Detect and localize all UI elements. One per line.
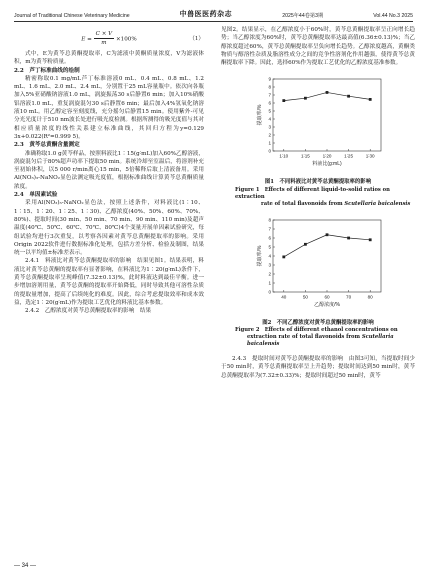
figure-2-data-point xyxy=(369,238,372,241)
paragraph-2-4: 采用Al(NO₃)₃-NaNO₂显色法，按照上述条件，对料液比(1∶10、1∶15、1∶20、1∶25、1∶30)、乙醇浓度(40%、50%、60%、70%、80%)、提取时间(30 min、50 min、70 min、90 min、110 min)及超声温度(40℃、50℃、60℃、70℃、80℃)4个变量开展单因素试验研究，每组试验均进行3次重复，以考察各因素对黄芩总黄酮提取率的影响。采用Origin 2022软件进行数据标准化处理，包括方差分析、检验及制图，结果统一以平均值±标准差表示。 xyxy=(14,200,204,257)
header-rule xyxy=(14,21,413,22)
figure-2-ytick-label: 3 xyxy=(268,262,271,268)
figure-2-yaxis-label: 提取率/% xyxy=(257,245,263,267)
figure-2-xtick-label: 80 xyxy=(367,294,373,300)
figure-1-caption-species: Scutellaria baicalensis xyxy=(344,200,411,207)
formula-rhs: ×100% xyxy=(116,36,137,43)
figure-1-chart xyxy=(221,73,415,177)
figure-2-ytick-label: 0 xyxy=(268,289,271,295)
journal-name-en: Journal of Traditional Chinese Veterinary Medicine xyxy=(14,13,130,19)
section-heading-2-2: 2.2 芦丁标准曲线的绘制 xyxy=(14,67,80,74)
figure-2-caption-en-line2 xyxy=(221,334,415,348)
figure-1-ytick-label: 6 xyxy=(268,101,271,107)
paragraph-2-2: 精密称取0.1 mg/mL芦丁标准溶液0 mL、0.4 mL、0.8 mL、1.2 mL、1.6 mL、2.0 mL、2.4 mL，分别置于25 mL容量瓶中。依次向各瓶加入5%亚硝酸钠溶液1.0 mL，涡旋振荡30 s后静置6 min；加入10%硝酸铝溶液1.0 mL，重复涡旋混匀30 s后静置6 min；最后加入4%氢氧化钠溶液10 mL。用乙醇定容至刻度线，充分摇匀后静置15 min。使用紫外-可见分光光度计于510 nm波长处进行吸光度检测。根据所测得的吸光度值与其对相应质量浓度的线性关系建立标准曲线，其回归方程为y=0.129 3x+0.022(R²=0.999 5)。 xyxy=(14,75,204,140)
figure-2-ytick-label: 6 xyxy=(268,235,271,241)
journal-name-zh: 中兽医医药杂志 xyxy=(179,11,233,18)
figure-1-caption-en-line2 xyxy=(221,201,415,208)
figure-2-series-line xyxy=(284,235,370,257)
left-column xyxy=(14,26,204,316)
figure-2-data-point xyxy=(347,236,350,239)
figure-2-caption-en-text: extraction rate of total flavonoids from xyxy=(247,334,361,341)
figure-1-ytick-label: 8 xyxy=(268,85,271,91)
section-heading-2-4: 2.4 单因素试验 xyxy=(14,192,58,199)
figure-2-xaxis-label: 乙醇浓度/% xyxy=(314,301,340,308)
formula-numerator: C × V xyxy=(94,30,115,39)
figure-1-caption-en-text: rate of total flavonoids from xyxy=(261,200,343,207)
figure-2-data-point xyxy=(282,255,285,258)
figure-1-caption-zh: 图1 不同料液比对黄芩总黄酮提取率的影响 xyxy=(264,179,372,186)
formula-description: 式中，E为黄芩总黄酮提取率，C为滤液中黄酮质量浓度，V为滤液体积，m为黄芩粉质量。 xyxy=(14,51,204,66)
figure-2-xtick-label: 40 xyxy=(281,294,287,300)
formula-fraction xyxy=(94,30,115,48)
figure-1-xtick-label: 1∶30 xyxy=(365,153,375,159)
figure-1-ytick-label: 5 xyxy=(268,109,271,115)
figure-1-xaxis-label: 料液比(g∶mL) xyxy=(312,161,342,168)
paragraph-2-3: 准确称取1.0 g黄芩样品，按照料液比1∶15(g∶mL)加入60%乙醇溶液，涡旋混匀后于80%超声功率下提取50 min。系统冷却至室温后，将溶剂补充至初始体积，以5 000 r/min离心15 min，5倍稀释后取上清液备用。采用Al(NO₃)₃-NaNO₂显色法测定吸光度值，根据标准曲线计算黄芩总黄酮质量浓度。 xyxy=(14,150,204,190)
page-number: — 34 — xyxy=(14,563,37,569)
figure-1-xtick-label: 1∶20 xyxy=(322,153,332,159)
formula-denominator: m xyxy=(101,40,107,47)
running-header xyxy=(14,7,413,19)
figure-1-data-point xyxy=(304,97,307,100)
figure-2-chart xyxy=(221,214,415,318)
figure-1-data-point xyxy=(326,92,329,95)
formula-lhs: E = xyxy=(81,36,92,43)
figure-2-ytick-label: 2 xyxy=(268,271,271,277)
figure-1 xyxy=(221,73,415,207)
figure-1-yaxis-label: 提取率/% xyxy=(257,105,263,126)
right-column xyxy=(221,26,415,380)
figure-2 xyxy=(221,214,415,348)
figure-1-ytick-label: 2 xyxy=(268,133,271,139)
figure-1-ytick-label: 0 xyxy=(268,149,271,155)
figure-2-ytick-label: 4 xyxy=(268,253,271,259)
paragraph-2-4-2: 2.4.2 乙醇浓度对黄芩总黄酮提取率的影响 结果 xyxy=(25,308,152,315)
figure-1-ytick-label: 7 xyxy=(268,93,271,99)
figure-2-ytick-label: 8 xyxy=(268,217,271,223)
figure-2-ytick-label: 1 xyxy=(268,280,271,286)
equation-number: （1） xyxy=(189,36,204,42)
extraction-rate-formula xyxy=(14,30,204,48)
figure-2-xtick-label: 60 xyxy=(324,294,330,300)
figure-1-ytick-label: 9 xyxy=(268,77,271,83)
volume-en: Vol.44 No.3 2025 xyxy=(373,13,413,19)
issue-zh: 2025年44卷第3期 xyxy=(282,13,324,19)
figure-2-ytick-label: 7 xyxy=(268,226,271,232)
paragraph-2-4-2-cont: 见图2。结果显示，在乙醇浓度小于60%时，黄芩总黄酮提取率呈正向增长趋势；当乙醇浓度为60%时，黄芩总黄酮提取率达最高值(6.36±0.13)%；当乙醇浓度超过60%，黄芩总黄酮提取率呈负向增长趋势。乙醇浓度越高，黄酮类物质与醇溶性杂质及脂溶性成分之间的竞争性溶剂化作用越强，使得黄芩总黄酮提取率下降。因此，选择60%作为提取工艺优化的乙醇浓度基准参数。 xyxy=(221,27,415,67)
figure-1-xtick-label: 1∶15 xyxy=(300,153,310,159)
figure-2-xtick-label: 50 xyxy=(302,294,308,300)
figure-1-data-point xyxy=(369,98,372,101)
figure-2-data-point xyxy=(304,243,307,246)
figure-1-data-point xyxy=(282,100,285,103)
figure-2-plot-frame xyxy=(273,220,381,292)
figure-1-ytick-label: 4 xyxy=(268,117,271,123)
figure-1-xtick-label: 1∶25 xyxy=(344,153,354,159)
figure-1-caption-en-line1: Figure 1 Effects of different liquid-to-solid ratios on extraction xyxy=(235,186,390,200)
figure-1-data-point xyxy=(347,95,350,98)
figure-1-plot-frame xyxy=(273,79,381,151)
figure-1-ytick-label: 1 xyxy=(268,141,271,147)
figure-2-ytick-label: 5 xyxy=(268,244,271,250)
figure-2-caption-zh: 图2 不同乙醇浓度对黄芩总黄酮提取率的影响 xyxy=(262,319,374,326)
figure-1-xtick-label: 1∶10 xyxy=(279,153,289,159)
paragraph-2-4-3: 2.4.3 提取时间对黄芩总黄酮提取率的影响 由图3可知，当提取时间少于50 min时，黄芩总黄酮提取率呈上升趋势；提取时间达到50 min时，黄芩总黄酮提取率为(7.32±0.33)%；提取时间超过50 min时，黄芩 xyxy=(221,356,415,379)
figure-2-data-point xyxy=(326,233,329,236)
figure-1-ytick-label: 3 xyxy=(268,125,271,131)
figure-2-caption-en-line1: Figure 2 Effects of different ethanol concentrations on xyxy=(235,327,398,334)
paragraph-2-4-1: 2.4.1 料液比对黄芩总黄酮提取率的影响 结果见图1。结果表明，料液比对黄芩总黄酮的提取率有显著影响，在料液比为1∶20(g∶mL)条件下，黄芩总黄酮提取率呈现峰值(7.32±0.13)%，此时料液达到最佳平衡。进一步增加溶剂用量，黄芩总黄酮的提取率开始降低，同时导致其他可溶性杂质的提取量增加，提高了后续纯化的难度。因此，综合考虑提取效率和成本效益，选定1∶20(g∶mL)作为提取工艺优化的料液比基本参数。 xyxy=(14,258,204,306)
figure-2-caption-species: Scutellaria baicalensis xyxy=(247,334,394,348)
section-heading-2-3: 2.3 黄芩总黄酮含量测定 xyxy=(14,142,80,149)
figure-2-xtick-label: 70 xyxy=(346,294,352,300)
